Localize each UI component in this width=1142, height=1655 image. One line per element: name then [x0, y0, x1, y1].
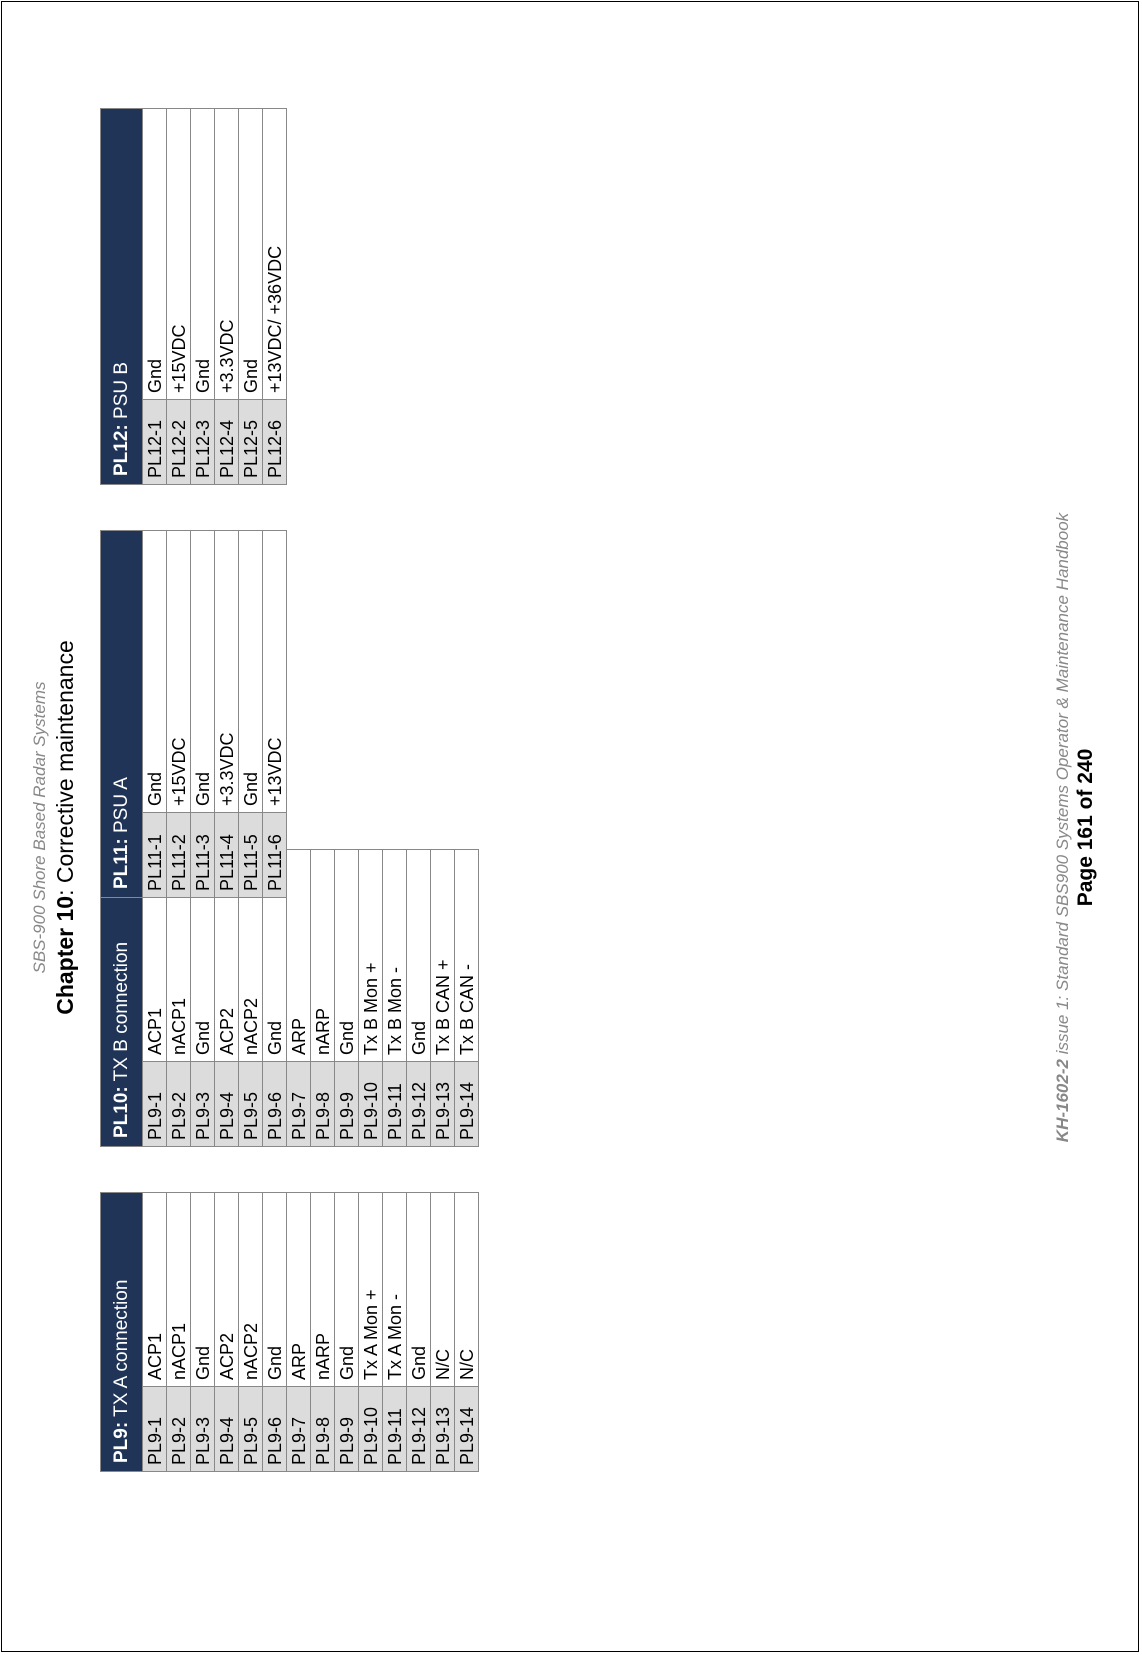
table-row: [239, 109, 263, 485]
signal-cell: nARP: [311, 1193, 335, 1387]
pin-cell: PL9-8: [311, 1387, 335, 1472]
pin-cell: PL9-7: [287, 1387, 311, 1472]
table-row: [215, 109, 239, 485]
signal-cell: Gnd: [191, 1193, 215, 1387]
table-pl9: [100, 1192, 479, 1472]
signal-cell: nACP1: [167, 850, 191, 1062]
signal-cell: Gnd: [143, 531, 167, 813]
footer-doc-id: KH-1602-2: [1053, 1059, 1072, 1143]
pin-cell: PL9-4: [215, 1387, 239, 1472]
pin-cell: PL12-1: [143, 400, 167, 485]
table-row: [167, 531, 191, 898]
table-row: [143, 109, 167, 485]
table-row: [239, 531, 263, 898]
table-row: [263, 1193, 287, 1472]
pin-cell: PL9-3: [191, 1062, 215, 1147]
header-system: SBS-900 Shore Based Radar Systems: [30, 681, 49, 974]
table-row: [191, 531, 215, 898]
signal-cell: Tx B CAN +: [431, 850, 455, 1062]
signal-cell: nACP2: [239, 850, 263, 1062]
table-row: [455, 850, 479, 1147]
pin-cell: PL9-3: [191, 1387, 215, 1472]
signal-cell: Tx B CAN -: [455, 850, 479, 1062]
signal-cell: ACP2: [215, 1193, 239, 1387]
pin-cell: PL9-5: [239, 1387, 263, 1472]
table-row: [407, 850, 431, 1147]
signal-cell: Gnd: [335, 850, 359, 1062]
signal-cell: nARP: [311, 850, 335, 1062]
pin-cell: PL9-14: [455, 1062, 479, 1147]
signal-cell: Gnd: [239, 109, 263, 400]
signal-cell: +15VDC: [167, 109, 191, 400]
pin-cell: PL9-9: [335, 1387, 359, 1472]
table-row: [335, 1193, 359, 1472]
table-row: [167, 1193, 191, 1472]
table-row: [239, 1193, 263, 1472]
pin-cell: PL9-12: [407, 1387, 431, 1472]
signal-cell: Tx A Mon -: [383, 1193, 407, 1387]
signal-cell: nACP2: [239, 1193, 263, 1387]
pin-cell: PL9-10: [359, 1387, 383, 1472]
pin-cell: PL12-6: [263, 400, 287, 485]
pin-cell: PL9-6: [263, 1387, 287, 1472]
pin-cell: PL9-13: [431, 1387, 455, 1472]
table-row: [359, 850, 383, 1147]
pin-cell: PL9-12: [407, 1062, 431, 1147]
signal-cell: +13VDC/ +36VDC: [263, 109, 287, 400]
chapter-label: Chapter 10: [52, 895, 78, 1015]
pin-cell: PL9-2: [167, 1387, 191, 1472]
pin-cell: PL11-3: [191, 813, 215, 898]
pin-cell: PL9-11: [383, 1387, 407, 1472]
table-row: [167, 109, 191, 485]
table-row: [287, 850, 311, 1147]
pin-cell: PL9-1: [143, 1062, 167, 1147]
signal-cell: +3.3VDC: [215, 531, 239, 813]
table-row: [263, 109, 287, 485]
signal-cell: ACP1: [143, 850, 167, 1062]
pin-cell: PL9-4: [215, 1062, 239, 1147]
pin-cell: PL12-3: [191, 400, 215, 485]
pin-cell: PL9-6: [263, 1062, 287, 1147]
signal-cell: Gnd: [191, 531, 215, 813]
pin-cell: PL9-5: [239, 1062, 263, 1147]
pin-cell: PL9-2: [167, 1062, 191, 1147]
footer-doc-title: issue 1: Standard SBS900 Systems Operator & Maintenance Handbook: [1053, 512, 1072, 1060]
pin-cell: PL11-5: [239, 813, 263, 898]
signal-cell: nACP1: [167, 1193, 191, 1387]
signal-cell: Gnd: [407, 1193, 431, 1387]
pin-cell: PL11-4: [215, 813, 239, 898]
pin-cell: PL9-11: [383, 1062, 407, 1147]
footer-document: [1053, 0, 1073, 1655]
table-row: [383, 1193, 407, 1472]
table-row: [311, 850, 335, 1147]
signal-cell: ARP: [287, 850, 311, 1062]
table-row: [383, 850, 407, 1147]
pin-cell: PL9-13: [431, 1062, 455, 1147]
table-row: [143, 1193, 167, 1472]
pin-cell: PL9-14: [455, 1387, 479, 1472]
signal-cell: Gnd: [191, 109, 215, 400]
signal-cell: +3.3VDC: [215, 109, 239, 400]
signal-cell: ACP1: [143, 1193, 167, 1387]
signal-cell: Tx B Mon +: [359, 850, 383, 1062]
table-row: [143, 531, 167, 898]
pin-cell: PL11-2: [167, 813, 191, 898]
table-row: [287, 1193, 311, 1472]
signal-cell: ARP: [287, 1193, 311, 1387]
table-pl11-title: PL11: PSU A: [101, 531, 143, 898]
signal-cell: Gnd: [143, 109, 167, 400]
table-row: [455, 1193, 479, 1472]
pin-cell: PL9-8: [311, 1062, 335, 1147]
signal-cell: Gnd: [263, 1193, 287, 1387]
pin-cell: PL9-9: [335, 1062, 359, 1147]
signal-cell: Gnd: [335, 1193, 359, 1387]
pin-cell: PL11-6: [263, 813, 287, 898]
table-pl10-title: PL10: TX B connection: [101, 850, 143, 1147]
signal-cell: Gnd: [191, 850, 215, 1062]
table-pl11: [100, 530, 287, 898]
signal-cell: Tx B Mon -: [383, 850, 407, 1062]
table-row: [191, 109, 215, 485]
signal-cell: +13VDC: [263, 531, 287, 813]
pin-cell: PL9-10: [359, 1062, 383, 1147]
header-chapter: [52, 0, 79, 1655]
pin-cell: PL9-1: [143, 1387, 167, 1472]
footer-page-number: Page 161 of 240: [1074, 748, 1097, 907]
table-row: [431, 1193, 455, 1472]
chapter-title: : Corrective maintenance: [52, 640, 78, 896]
table-row: [215, 1193, 239, 1472]
table-row: [335, 850, 359, 1147]
table-row: [191, 1193, 215, 1472]
table-row: [407, 1193, 431, 1472]
signal-cell: Gnd: [263, 850, 287, 1062]
signal-cell: Tx A Mon +: [359, 1193, 383, 1387]
table-row: [359, 1193, 383, 1472]
pin-cell: PL9-7: [287, 1062, 311, 1147]
table-row: [263, 531, 287, 898]
table-pl9-title: PL9: TX A connection: [101, 1193, 143, 1472]
signal-cell: ACP2: [215, 850, 239, 1062]
table-row: [215, 531, 239, 898]
signal-cell: N/C: [455, 1193, 479, 1387]
table-row: [311, 1193, 335, 1472]
table-pl12: [100, 108, 287, 485]
pin-cell: PL12-2: [167, 400, 191, 485]
signal-cell: N/C: [431, 1193, 455, 1387]
pin-cell: PL12-5: [239, 400, 263, 485]
table-row: [431, 850, 455, 1147]
signal-cell: Gnd: [239, 531, 263, 813]
signal-cell: +15VDC: [167, 531, 191, 813]
pin-cell: PL11-1: [143, 813, 167, 898]
signal-cell: Gnd: [407, 850, 431, 1062]
table-pl12-title: PL12: PSU B: [101, 109, 143, 485]
pin-cell: PL12-4: [215, 400, 239, 485]
